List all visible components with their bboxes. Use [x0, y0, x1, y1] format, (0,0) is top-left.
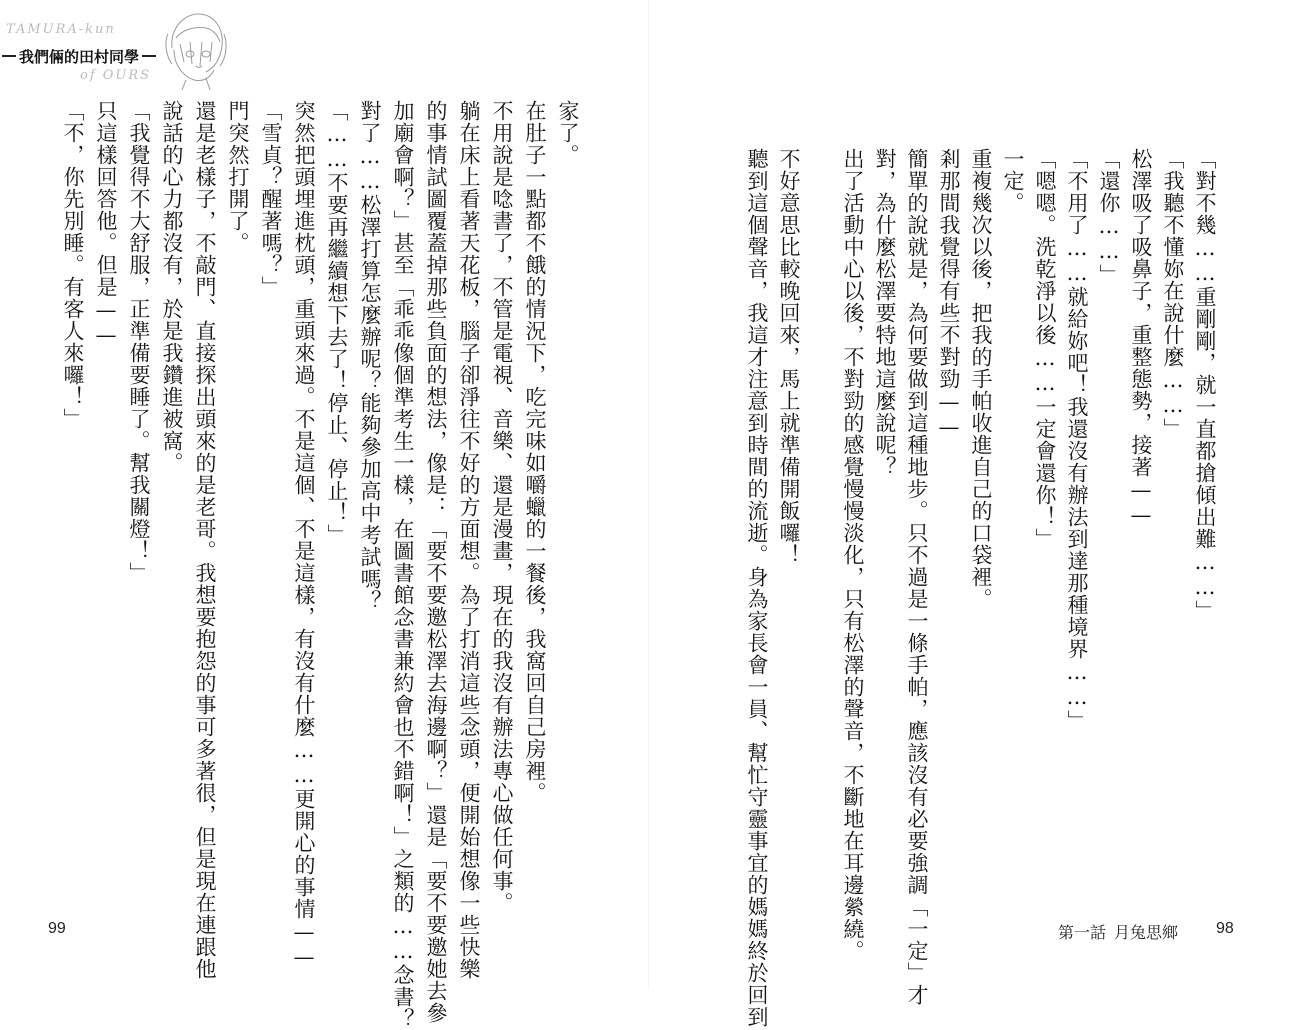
paragraph: 加廟會啊？」甚至「乖乖像個準考生一樣，在圖書館念書兼約會也不錯啊！」之類的……念書？: [391, 100, 415, 1030]
paragraph: 一定。: [1001, 148, 1025, 214]
paragraph: 「嗯嗯。洗乾淨以後……一定會還你！」: [1033, 148, 1057, 550]
paragraph: 「……不要再繼續想下去了！停止、停止！」: [325, 100, 349, 546]
paragraph: 「我覺得不大舒服，正準備要睡了。幫我關燈！」: [127, 100, 151, 584]
logo-decoration-top: TAMURA-kun: [6, 22, 116, 37]
paragraph: 剎那間我覺得有些不對勁——: [937, 148, 961, 440]
paragraph: 躺在床上看著天花板，腦子卻淨往不好的方面想。為了打消這些念頭，便開始想像一些快樂: [457, 100, 481, 980]
logo-decoration-bottom: of OURS: [80, 68, 152, 83]
paragraph: 聽到這個聲音，我這才注意到時間的流逝。身為家長會一員、幫忙守靈事宜的媽媽終於回到: [745, 148, 769, 1028]
spread-gutter: [648, 0, 649, 989]
paragraph: 的事情試圖覆蓋掉那些負面的想法，像是：「要不要邀松澤去海邊啊？」還是「要不要邀她去參: [424, 100, 448, 1024]
paragraph: 家了。: [556, 100, 580, 166]
book-title: [2, 44, 172, 68]
paragraph: 只這樣回答他。但是——: [94, 100, 118, 348]
chapter-label: 第一話: [1058, 923, 1107, 942]
paragraph: 「對不幾……重剛剛，就一直都搶傾出難……」: [1193, 148, 1217, 622]
section-break: [805, 148, 837, 928]
title-dash-right: [142, 55, 156, 57]
paragraph: 出了活動中心以後，不對勁的感覺慢慢淡化，只有松澤的聲音，不斷地在耳邊縈繞。: [841, 148, 865, 962]
paragraph: 簡單的說就是，為何要做到這種地步。只不過是一條手帕，應該沒有必要強調「一定」才: [905, 148, 929, 1006]
paragraph: 門突然打開了。: [226, 100, 250, 254]
chapter-title: 月兔思鄉: [1114, 923, 1179, 942]
paragraph: 「不，你先別睡。有客人來囉！」: [61, 100, 85, 430]
book-logo: [2, 6, 242, 96]
paragraph: 對，為什麼松澤要特地這麼說呢？: [873, 148, 897, 478]
running-footer: [1058, 920, 1234, 943]
paragraph: 重複幾次以後，把我的手帕收進自己的口袋裡。: [969, 148, 993, 610]
paragraph: 「雪貞？醒著嗎？」: [259, 100, 283, 298]
paragraph: 「不用了……就給妳吧！我還沒有辦法到達那種境界……」: [1065, 148, 1089, 732]
paragraph: 對了……松澤打算怎麼辦呢？能夠參加高中考試嗎？: [358, 100, 382, 612]
paragraph: 松澤吸了吸鼻子，重整態勢，接著——: [1129, 148, 1153, 528]
paragraph: 在肚子一點都不餓的情況下，吃完味如嚼蠟的一餐後，我窩回自己房裡。: [523, 100, 547, 804]
book-title-text: 我們倆的田村同學: [19, 47, 140, 66]
paragraph: 不用說是唸書了，不管是電視、音樂、還是漫畫，現在的我沒有辦法專心做任何事。: [490, 100, 514, 914]
paragraph: 還是老樣子，不敲門、直接探出頭來的是老哥。我想要抱怨的事可多著很，但是現在連跟他: [193, 100, 217, 980]
paragraph: 「還你……」: [1097, 148, 1121, 286]
page-number-right: 98: [1216, 920, 1234, 937]
title-dash-left: [2, 55, 16, 57]
paragraph: 「我聽不懂妳在說什麼……」: [1161, 148, 1185, 440]
paragraph: 不好意思比較晚回來，馬上就準備開飯囉！: [777, 148, 801, 566]
paragraph: 突然把頭埋進枕頭，重頭來過。不是這個、不是這樣，有沒有什麼……更開心的事情——: [292, 100, 316, 970]
character-illustration-icon: [160, 8, 230, 90]
paragraph: 說話的心力都沒有，於是我鑽進被窩。: [160, 100, 184, 474]
page-number-left: 99: [48, 920, 66, 937]
